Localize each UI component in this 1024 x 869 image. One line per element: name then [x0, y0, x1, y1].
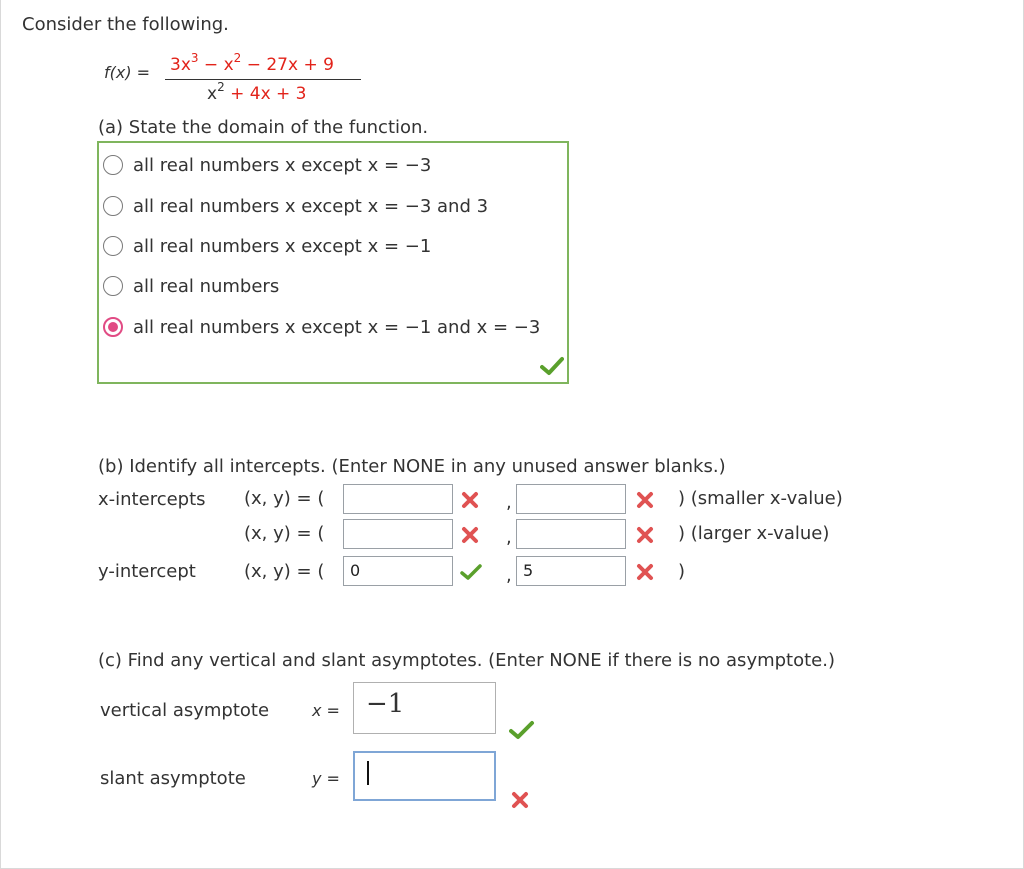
vertical-asymptote-input[interactable]: −1 [353, 682, 496, 734]
x-intercept-1-y-input[interactable] [516, 484, 626, 514]
pair-prefix: (x, y) = ( [244, 561, 325, 582]
option-label: all real numbers x except x = −3 [133, 154, 432, 176]
domain-option-5[interactable] [103, 312, 540, 342]
x-intercept-2-y-input[interactable] [516, 519, 626, 549]
part-c-prompt: (c) Find any vertical and slant asymptotes. (Enter NONE if there is no asymptote.) [98, 650, 835, 671]
option-label: all real numbers x except x = −1 [133, 235, 432, 257]
x-intercept-2-x-input[interactable] [343, 519, 453, 549]
incorrect-icon [636, 526, 654, 544]
larger-x-note: ) (larger x-value) [678, 523, 830, 544]
x-intercepts-label: x-intercepts [98, 489, 206, 510]
pair-prefix: (x, y) = ( [244, 523, 325, 544]
slant-asymptote-label: slant asymptote [100, 768, 246, 789]
check-icon [540, 356, 564, 376]
option-label: all real numbers x except x = −1 and x = −3 [133, 316, 541, 338]
close-paren: ) [678, 561, 686, 582]
domain-option-1[interactable] [103, 150, 431, 180]
incorrect-icon [511, 791, 529, 809]
option-label: all real numbers [133, 275, 280, 297]
vertical-equation-label: x = [312, 701, 340, 720]
radio-button[interactable] [103, 276, 123, 296]
question-intro: Consider the following. [22, 14, 229, 35]
radio-button[interactable] [103, 155, 123, 175]
pair-prefix: (x, y) = ( [244, 488, 325, 509]
part-b-prompt: (b) Identify all intercepts. (Enter NONE in any unused answer blanks.) [98, 456, 726, 477]
smaller-x-note: ) (smaller x-value) [678, 488, 843, 509]
function-label: f(x) = [104, 63, 151, 82]
slant-asymptote-input[interactable] [353, 751, 496, 801]
check-icon [509, 720, 535, 740]
part-a-prompt: (a) State the domain of the function. [98, 117, 429, 138]
comma: , [506, 492, 512, 513]
radio-button[interactable] [103, 196, 123, 216]
y-intercept-y-input[interactable]: 5 [516, 556, 626, 586]
radio-button-selected[interactable] [103, 317, 123, 337]
text-caret [367, 761, 369, 785]
option-label: all real numbers x except x = −3 and 3 [133, 195, 489, 217]
y-intercept-label: y-intercept [98, 561, 196, 582]
check-icon [460, 563, 482, 581]
function-numerator: $3x^3 - x^2 - 27x + 9$ [170, 51, 334, 75]
y-intercept-x-input[interactable]: 0 [343, 556, 453, 586]
vertical-asymptote-label: vertical asymptote [100, 700, 270, 721]
slant-equation-label: y = [312, 769, 340, 788]
domain-option-4[interactable] [103, 271, 279, 301]
incorrect-icon [636, 563, 654, 581]
comma: , [506, 527, 512, 548]
incorrect-icon [461, 526, 479, 544]
function-denominator: $x^2 + 4x + 3$ [207, 80, 307, 104]
radio-button[interactable] [103, 236, 123, 256]
incorrect-icon [461, 491, 479, 509]
x-intercept-1-x-input[interactable] [343, 484, 453, 514]
domain-options-box [97, 141, 569, 384]
domain-option-3[interactable] [103, 231, 431, 261]
comma: , [506, 565, 512, 586]
incorrect-icon [636, 491, 654, 509]
fraction-bar [165, 79, 361, 80]
domain-option-2[interactable] [103, 191, 488, 221]
